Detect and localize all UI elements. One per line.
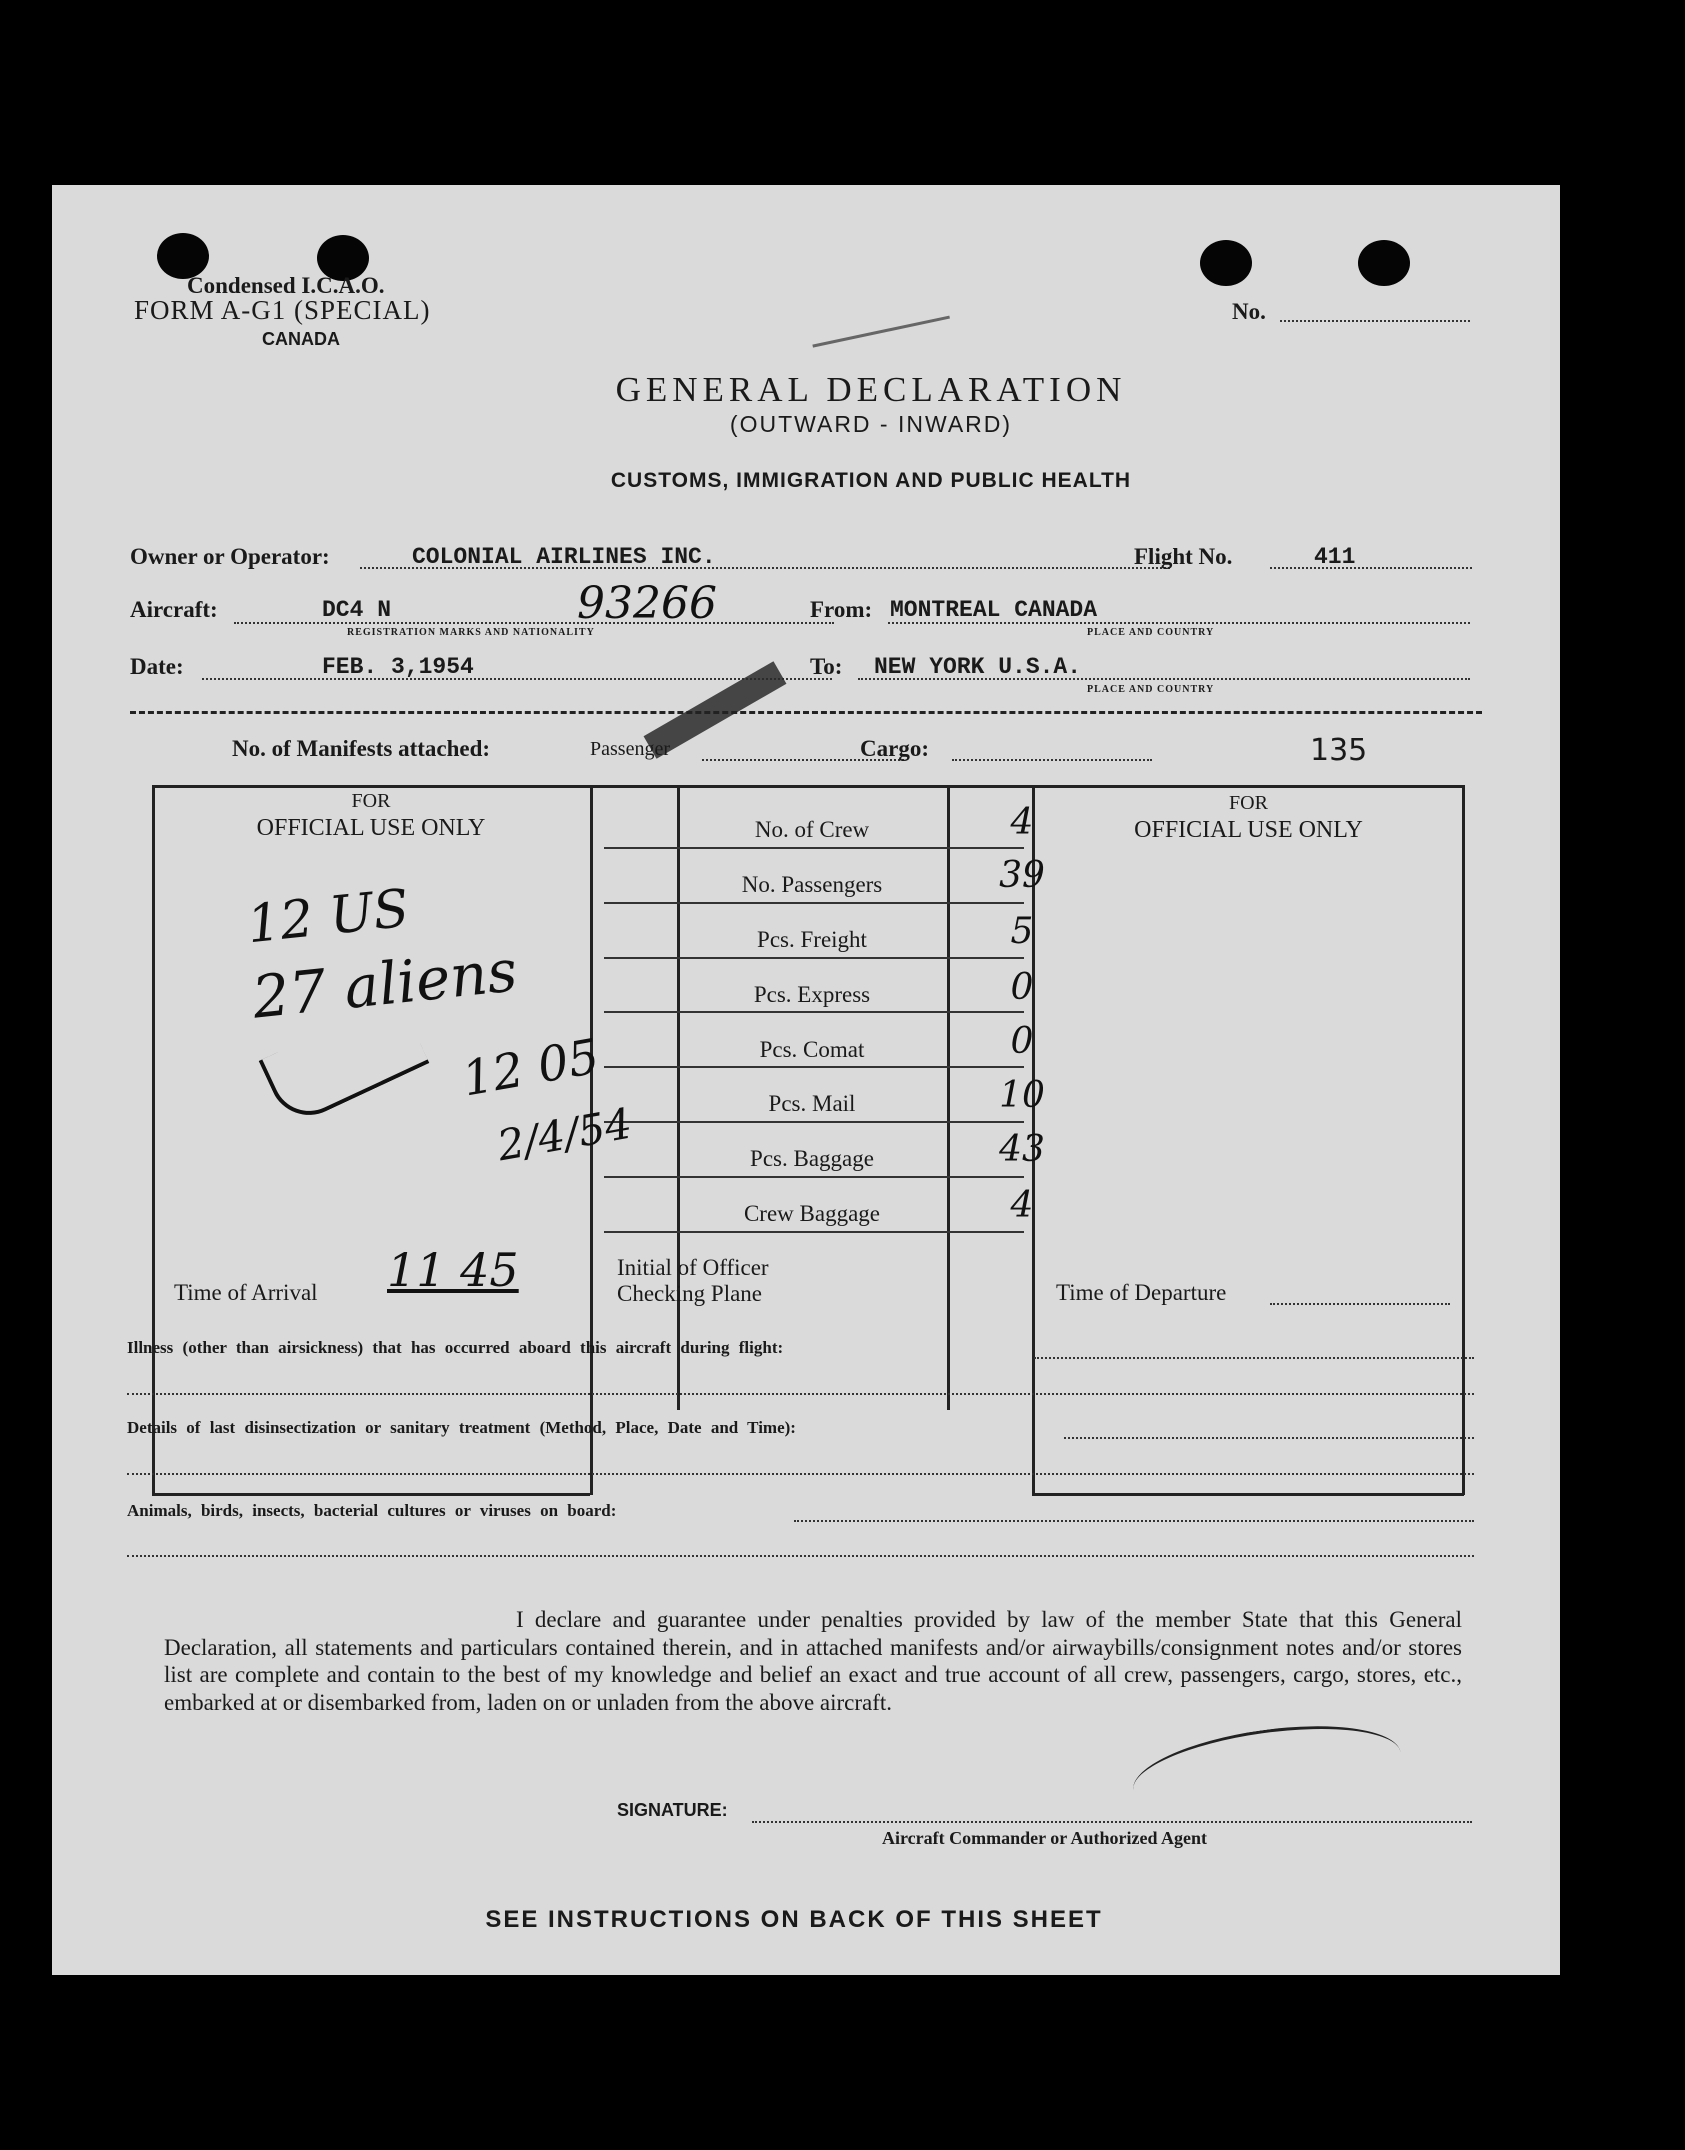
form-line-1: Condensed I.C.A.O. (187, 273, 385, 298)
illness-label: Illness (other than airsickness) that has occurred aboard this aircraft during flight: (127, 1338, 784, 1357)
row-value-crew-baggage[interactable]: 4 (1010, 1185, 1034, 1226)
left-official-heading-1: FOR (351, 790, 391, 812)
aircraft-handwritten-number: 93266 (577, 578, 717, 629)
illness-field-line-2[interactable] (127, 1393, 1474, 1395)
form-line-3: CANADA (262, 329, 340, 349)
footer-instructions: SEE INSTRUCTIONS ON BACK OF THIS SHEET (485, 1906, 1103, 1933)
animals-field-line-1[interactable] (794, 1520, 1474, 1522)
aircraft-value[interactable]: DC4 N (322, 597, 392, 623)
declaration-text: I declare and guarantee under penalties provided by law of the member State that this General Declaration, all statements and particulars contained therein, and in attached manifests and/or airwaybills/consignment notes and/or stores list are complete and contain to the best of my knowledge and belief an exact and true account of all crew, passengers, cargo, stores, etc., embarked at or disembarked from, laden on or unladen from the above aircraft. (164, 1607, 1462, 1715)
from-caption: PLACE AND COUNTRY (1087, 627, 1215, 638)
punch-hole-4 (1358, 240, 1410, 286)
row-label-express: Pcs. Express (753, 982, 871, 1007)
disinsect-field-line-2[interactable] (127, 1473, 1474, 1475)
illness-field-line-1[interactable] (1034, 1357, 1474, 1359)
date-field-line (202, 678, 832, 680)
row-label-comat: Pcs. Comat (759, 1037, 865, 1062)
handwritten-note-3: 12 05 (458, 1028, 604, 1108)
row-value-passengers[interactable]: 39 (999, 855, 1045, 896)
row-divider (604, 957, 1024, 959)
from-label: From: (810, 597, 873, 622)
no-field[interactable] (1280, 320, 1470, 322)
passenger-label: Passenger (590, 738, 670, 760)
punch-hole-3 (1200, 240, 1252, 286)
time-departure-label: Time of Departure (1056, 1280, 1227, 1305)
handwritten-note-1: 12 US (244, 878, 412, 956)
signature-scribble (1128, 1712, 1407, 1832)
signature-caption: Aircraft Commander or Authorized Agent (882, 1828, 1207, 1848)
row-value-comat[interactable]: 0 (1010, 1021, 1034, 1062)
row-label-crew: No. of Crew (754, 817, 870, 842)
time-departure-field[interactable] (1270, 1303, 1450, 1305)
animals-field-line-2[interactable] (127, 1555, 1474, 1557)
to-label: To: (810, 654, 843, 679)
row-label-mail: Pcs. Mail (768, 1091, 856, 1116)
animals-label: Animals, birds, insects, bacterial cultures or viruses on board: (127, 1501, 617, 1520)
table-top-border (152, 785, 1464, 788)
table-bottom-right (1032, 1493, 1464, 1496)
row-divider (604, 1231, 1024, 1233)
table-left-border (152, 785, 155, 1495)
row-divider (604, 1066, 1024, 1068)
scribble-mark (812, 316, 951, 356)
from-value[interactable]: MONTREAL CANADA (890, 597, 1098, 623)
page-subtitle: (OUTWARD - INWARD) (729, 411, 1013, 437)
table-bottom-left (152, 1493, 590, 1496)
row-value-freight[interactable]: 5 (1010, 911, 1034, 952)
to-caption: PLACE AND COUNTRY (1087, 684, 1215, 695)
initial-officer-label-1: Initial of Officer (617, 1255, 769, 1280)
to-value[interactable]: NEW YORK U.S.A. (874, 654, 1082, 680)
row-value-mail[interactable]: 10 (999, 1075, 1045, 1116)
row-divider (604, 847, 1024, 849)
declaration-form (52, 185, 1560, 1975)
row-value-express[interactable]: 0 (1010, 967, 1034, 1008)
row-divider (604, 902, 1024, 904)
cargo-field-line[interactable] (952, 759, 1152, 761)
left-official-heading-2: OFFICIAL USE ONLY (256, 815, 486, 841)
disinsect-field-line-1[interactable] (1064, 1437, 1474, 1439)
no-label: No. (1232, 299, 1266, 324)
owner-label: Owner or Operator: (130, 544, 330, 569)
subheading: CUSTOMS, IMMIGRATION AND PUBLIC HEALTH (610, 469, 1132, 492)
flight-value[interactable]: 411 (1314, 544, 1356, 570)
row-label-passengers: No. Passengers (741, 872, 883, 897)
page-title: GENERAL DECLARATION (615, 370, 1127, 409)
row-divider (604, 1176, 1024, 1178)
signature-label: SIGNATURE: (617, 1800, 728, 1820)
right-official-heading-2: OFFICIAL USE ONLY (1134, 817, 1363, 843)
flight-label: Flight No. (1134, 544, 1233, 569)
owner-value[interactable]: COLONIAL AIRLINES INC. (412, 544, 716, 570)
signature-field-line[interactable] (752, 1821, 1472, 1823)
stamped-number: 135 (1310, 733, 1368, 768)
time-arrival-label: Time of Arrival (174, 1280, 318, 1305)
date-label: Date: (130, 654, 184, 679)
column-divider-3 (947, 785, 950, 1410)
right-official-heading-1: FOR (1229, 792, 1268, 814)
initial-officer-label-2: Checking Plane (617, 1281, 762, 1306)
section-divider-1 (130, 711, 1482, 714)
date-value[interactable]: FEB. 3,1954 (322, 654, 474, 680)
aircraft-label: Aircraft: (130, 597, 218, 622)
form-line-2: FORM A-G1 (SPECIAL) (134, 295, 431, 325)
flight-field-line (1270, 567, 1472, 569)
handwritten-note-2: 27 aliens (249, 936, 521, 1032)
handwritten-note-4: 2/4/54 (493, 1098, 636, 1171)
disinsect-label: Details of last disinsectization or sanitary treatment (Method, Place, Date and Time): (127, 1418, 796, 1437)
table-right-border (1462, 785, 1465, 1495)
time-arrival-value[interactable]: 11 45 (387, 1243, 519, 1297)
manifests-label: No. of Manifests attached: (232, 736, 491, 761)
row-divider (604, 1121, 1024, 1123)
registration-caption: REGISTRATION MARKS AND NATIONALITY (347, 627, 595, 638)
row-label-freight: Pcs. Freight (757, 927, 867, 952)
row-value-crew[interactable]: 4 (1010, 802, 1034, 843)
row-label-baggage: Pcs. Baggage (750, 1146, 874, 1171)
row-divider (604, 1011, 1024, 1013)
cargo-label: Cargo: (860, 736, 929, 761)
row-label-crew-baggage: Crew Baggage (743, 1201, 881, 1226)
row-value-baggage[interactable]: 43 (999, 1129, 1045, 1170)
